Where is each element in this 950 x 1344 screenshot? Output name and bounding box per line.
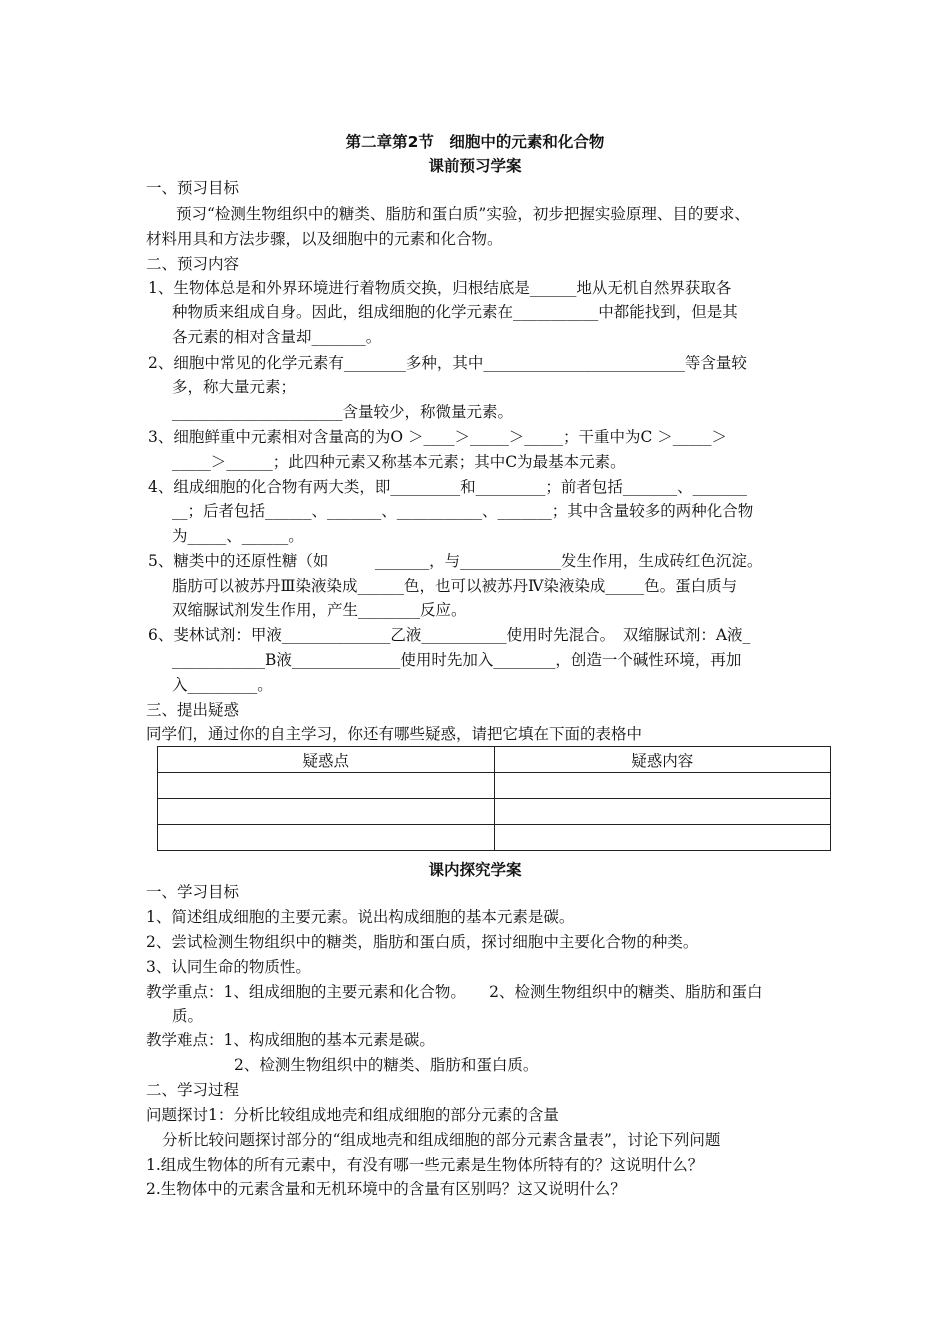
text-line: 二、预习内容 bbox=[146, 255, 240, 273]
text-line: 分析比较问题探讨部分的“组成地壳和组成细胞的部分元素含量表”，讨论下列问题 bbox=[162, 1131, 721, 1149]
text-line: 预习“检测生物组织中的糖类、脂肪和蛋白质”实验，初步把握实验原理、目的要求、 bbox=[176, 205, 750, 223]
text-line: __；后者包括______、_______、___________、_______；其中含量较多的两种化合物 bbox=[172, 502, 754, 520]
table-header-row bbox=[158, 747, 831, 773]
text-line: 各元素的相对含量却_______。 bbox=[172, 328, 382, 346]
text-line: 问题探讨1：分析比较组成地壳和组成细胞的部分元素的含量 bbox=[146, 1106, 559, 1124]
text-line: 3、认同生命的物质性。 bbox=[146, 958, 311, 976]
text-line: 材料用具和方法步骤，以及细胞中的元素和化合物。 bbox=[146, 230, 503, 248]
text-line: 5、糖类中的还原性糖（如 _______，与_____________发生作用，生成砖红色沉淀。 bbox=[148, 552, 763, 570]
table-cell[interactable] bbox=[494, 799, 831, 825]
text-line: 1、生物体总是和外界环境进行着物质交换，归根结底是______地从无机自然界获取各 bbox=[148, 279, 732, 297]
text-line: 教学难点：1、构成细胞的基本元素是碳。 bbox=[146, 1031, 435, 1049]
page-title: 第二章第2节 细胞中的元素和化合物 bbox=[345, 133, 605, 151]
table-row bbox=[158, 773, 831, 799]
text-line: 脂肪可以被苏丹Ⅲ染液染成______色，也可以被苏丹Ⅳ染液染成_____色。蛋白质与 bbox=[172, 577, 738, 595]
section-title-inclass: 课内探究学案 bbox=[428, 861, 522, 879]
table-cell[interactable] bbox=[494, 825, 831, 851]
table-header-cell: 疑惑点 bbox=[158, 747, 495, 773]
text-line: 双缩脲试剂发生作用，产生________反应。 bbox=[172, 601, 467, 619]
text-line: 三、提出疑惑 bbox=[146, 701, 240, 719]
text-line: 4、组成细胞的化合物有两大类，即_________和_________；前者包括_______、_______ bbox=[148, 478, 747, 496]
text-line: 种物质来组成自身。因此，组成细胞的化学元素在___________中都能找到，但是其 bbox=[172, 303, 738, 321]
text-line: 一、学习目标 bbox=[146, 883, 240, 901]
text-line: 3、细胞鲜重中元素相对含量高的为O ＞____＞_____＞_____；干重中为C ＞_____＞ bbox=[148, 428, 728, 446]
text-line: 同学们，通过你的自主学习，你还有哪些疑惑，请把它填在下面的表格中 bbox=[146, 725, 643, 743]
text-line: 教学重点：1、组成细胞的主要元素和化合物。 2、检测生物组织中的糖类、脂肪和蛋白 bbox=[146, 983, 763, 1001]
table-cell[interactable] bbox=[158, 773, 495, 799]
table-row bbox=[158, 799, 831, 825]
text-line: 二、学习过程 bbox=[146, 1081, 240, 1099]
text-line: 为_____、______。 bbox=[172, 527, 304, 545]
text-line: 2、尝试检测生物组织中的糖类，脂肪和蛋白质，探讨细胞中主要化合物的种类。 bbox=[146, 933, 699, 951]
text-line: _____＞______；此四种元素又称基本元素；其中C为最基本元素。 bbox=[172, 453, 626, 471]
table-cell[interactable] bbox=[158, 825, 495, 851]
questions-table bbox=[157, 746, 831, 851]
text-line: 多，称大量元素； bbox=[172, 378, 297, 396]
text-line: 6、斐林试剂：甲液______________乙液___________使用时先混合。 双缩脲试剂：A液_ bbox=[148, 626, 751, 644]
text-line: 2、细胞中常见的化学元素有________多种，其中__________________________等含量较 bbox=[148, 354, 747, 372]
section-title-preview: 课前预习学案 bbox=[428, 157, 522, 175]
text-line: 1.组成生物体的所有元素中，有没有哪一些元素是生物体所特有的？这说明什么？ bbox=[146, 1156, 704, 1174]
text-line: ______________________含量较少，称微量元素。 bbox=[172, 403, 514, 421]
text-line: 2、检测生物组织中的糖类、脂肪和蛋白质。 bbox=[234, 1056, 539, 1074]
text-line: ____________B液______________使用时先加入________，创造一个碱性环境，再加 bbox=[172, 651, 742, 669]
table-cell[interactable] bbox=[158, 799, 495, 825]
text-line: 一、预习目标 bbox=[146, 179, 240, 197]
table-cell[interactable] bbox=[494, 773, 831, 799]
text-line: 质。 bbox=[172, 1007, 204, 1025]
table-row bbox=[158, 825, 831, 851]
text-line: 2.生物体中的元素含量和无机环境中的含量有区别吗？这又说明什么？ bbox=[146, 1180, 626, 1198]
text-line: 1、简述组成细胞的主要元素。说出构成细胞的基本元素是碳。 bbox=[146, 908, 575, 926]
table-header-cell: 疑惑内容 bbox=[494, 747, 831, 773]
text-line: 入_________。 bbox=[172, 676, 273, 694]
